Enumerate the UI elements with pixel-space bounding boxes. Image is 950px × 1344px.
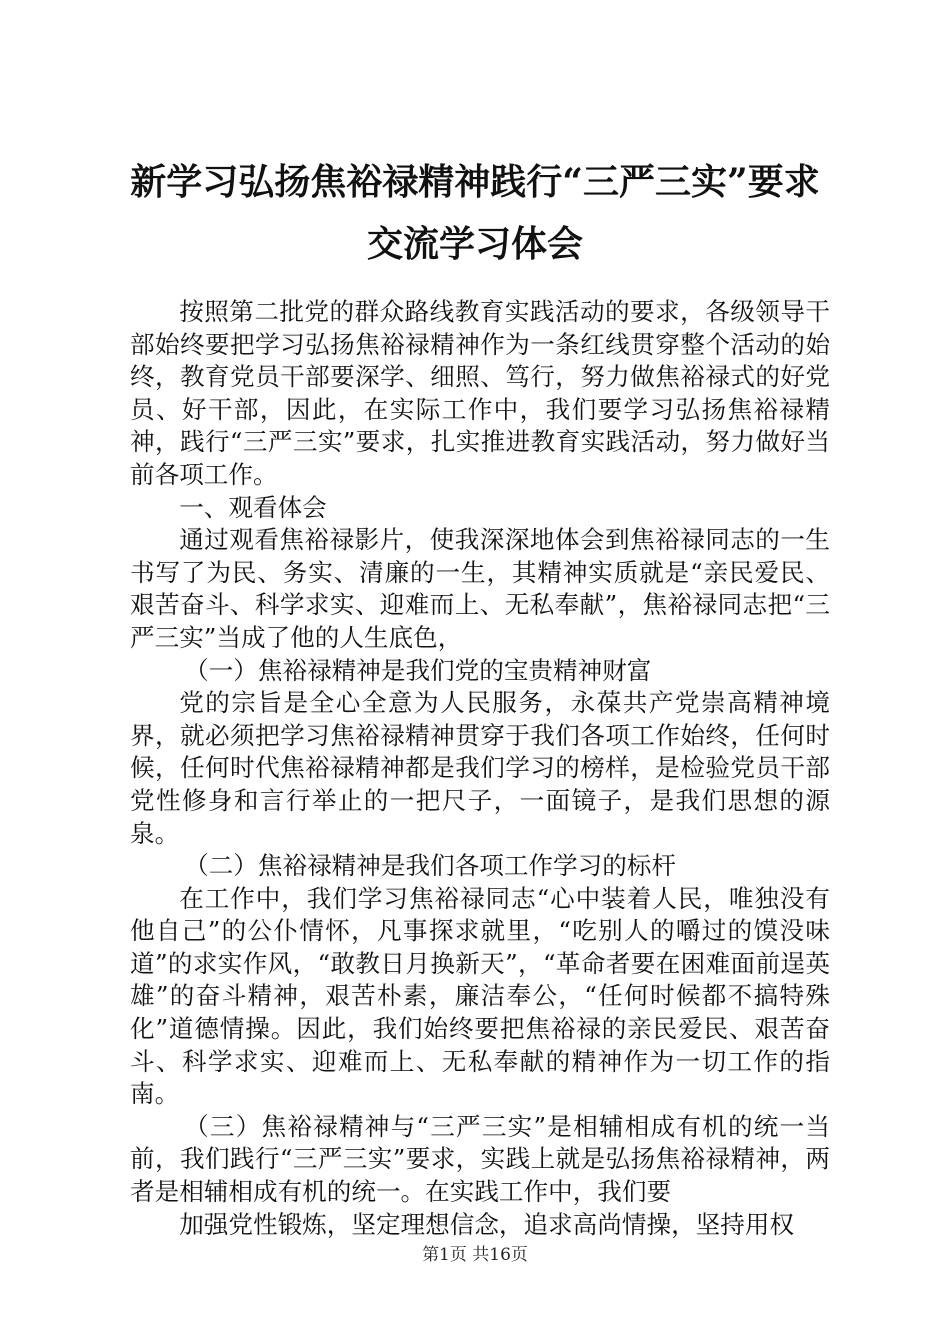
paragraph-watching: 通过观看焦裕禄影片，使我深深地体会到焦裕禄同志的一生书写了为民、务实、清廉的一生，其精神实质就是“亲民爱民、艰苦奋斗、科学求实、迎难而上、无私奉献”，焦裕禄同志把“三严三实”当成了他的人生底色，	[130, 525, 830, 652]
section-heading-1: 一、观看体会	[179, 492, 327, 522]
subheading-3-paragraph: （三）焦裕禄精神与“三严三实”是相辅相成有机的统一当前，我们践行“三严三实”要求，实践上就是弘扬焦裕禄精神，两者是相辅相成有机的统一。在实践工作中，我们要	[130, 1111, 830, 1207]
document-title-line-1: 新学习弘扬焦裕禄精神践行“三严三实”要求	[130, 161, 820, 203]
document-title-line-2: 交流学习体会	[366, 223, 583, 265]
page-number-footer: 第1页 共16页	[422, 1245, 528, 1265]
paragraph-work: 在工作中，我们学习焦裕禄同志“心中装着人民，唯独没有他自己”的公仆情怀，凡事探求就里，“吃别人的嚼过的馍没味道”的求实作风，“敢教日月换新天”，“革命者要在困难面前逞英雄”的奋斗精神，艰苦朴素，廉洁奉公，“任何时候都不搞特殊化”道德情操。因此，我们始终要把焦裕禄的亲民爱民、艰苦奋斗、科学求实、迎难而上、无私奉献的精神作为一切工作的指南。	[130, 883, 830, 1109]
document-body	[130, 296, 830, 1241]
paragraph-party-spirit: 加强党性锻炼，坚定理想信念，追求高尚情操，坚持用权	[179, 1209, 795, 1239]
subheading-2: （二）焦裕禄精神是我们各项工作学习的标杆	[184, 851, 676, 881]
paragraph-intro: 按照第二批党的群众路线教育实践活动的要求，各级领导干部始终要把学习弘扬焦裕禄精神作为一条红线贯穿整个活动的始终，教育党员干部要深学、细照、笃行，努力做焦裕禄式的好党员、好干部，因此，在实际工作中，我们要学习弘扬焦裕禄精神，践行“三严三实”要求，扎实推进教育实践活动，努力做好当前各项工作。	[130, 297, 830, 489]
paragraph-party-purpose: 党的宗旨是全心全意为人民服务，永葆共产党崇高精神境界，就必须把学习焦裕禄精神贯穿于我们各项工作始终，任何时候，任何时代焦裕禄精神都是我们学习的榜样，是检验党员干部党性修身和言行举止的一把尺子，一面镜子，是我们思想的源泉。	[130, 688, 830, 848]
subheading-1: （一）焦裕禄精神是我们党的宝贵精神财富	[184, 655, 652, 685]
